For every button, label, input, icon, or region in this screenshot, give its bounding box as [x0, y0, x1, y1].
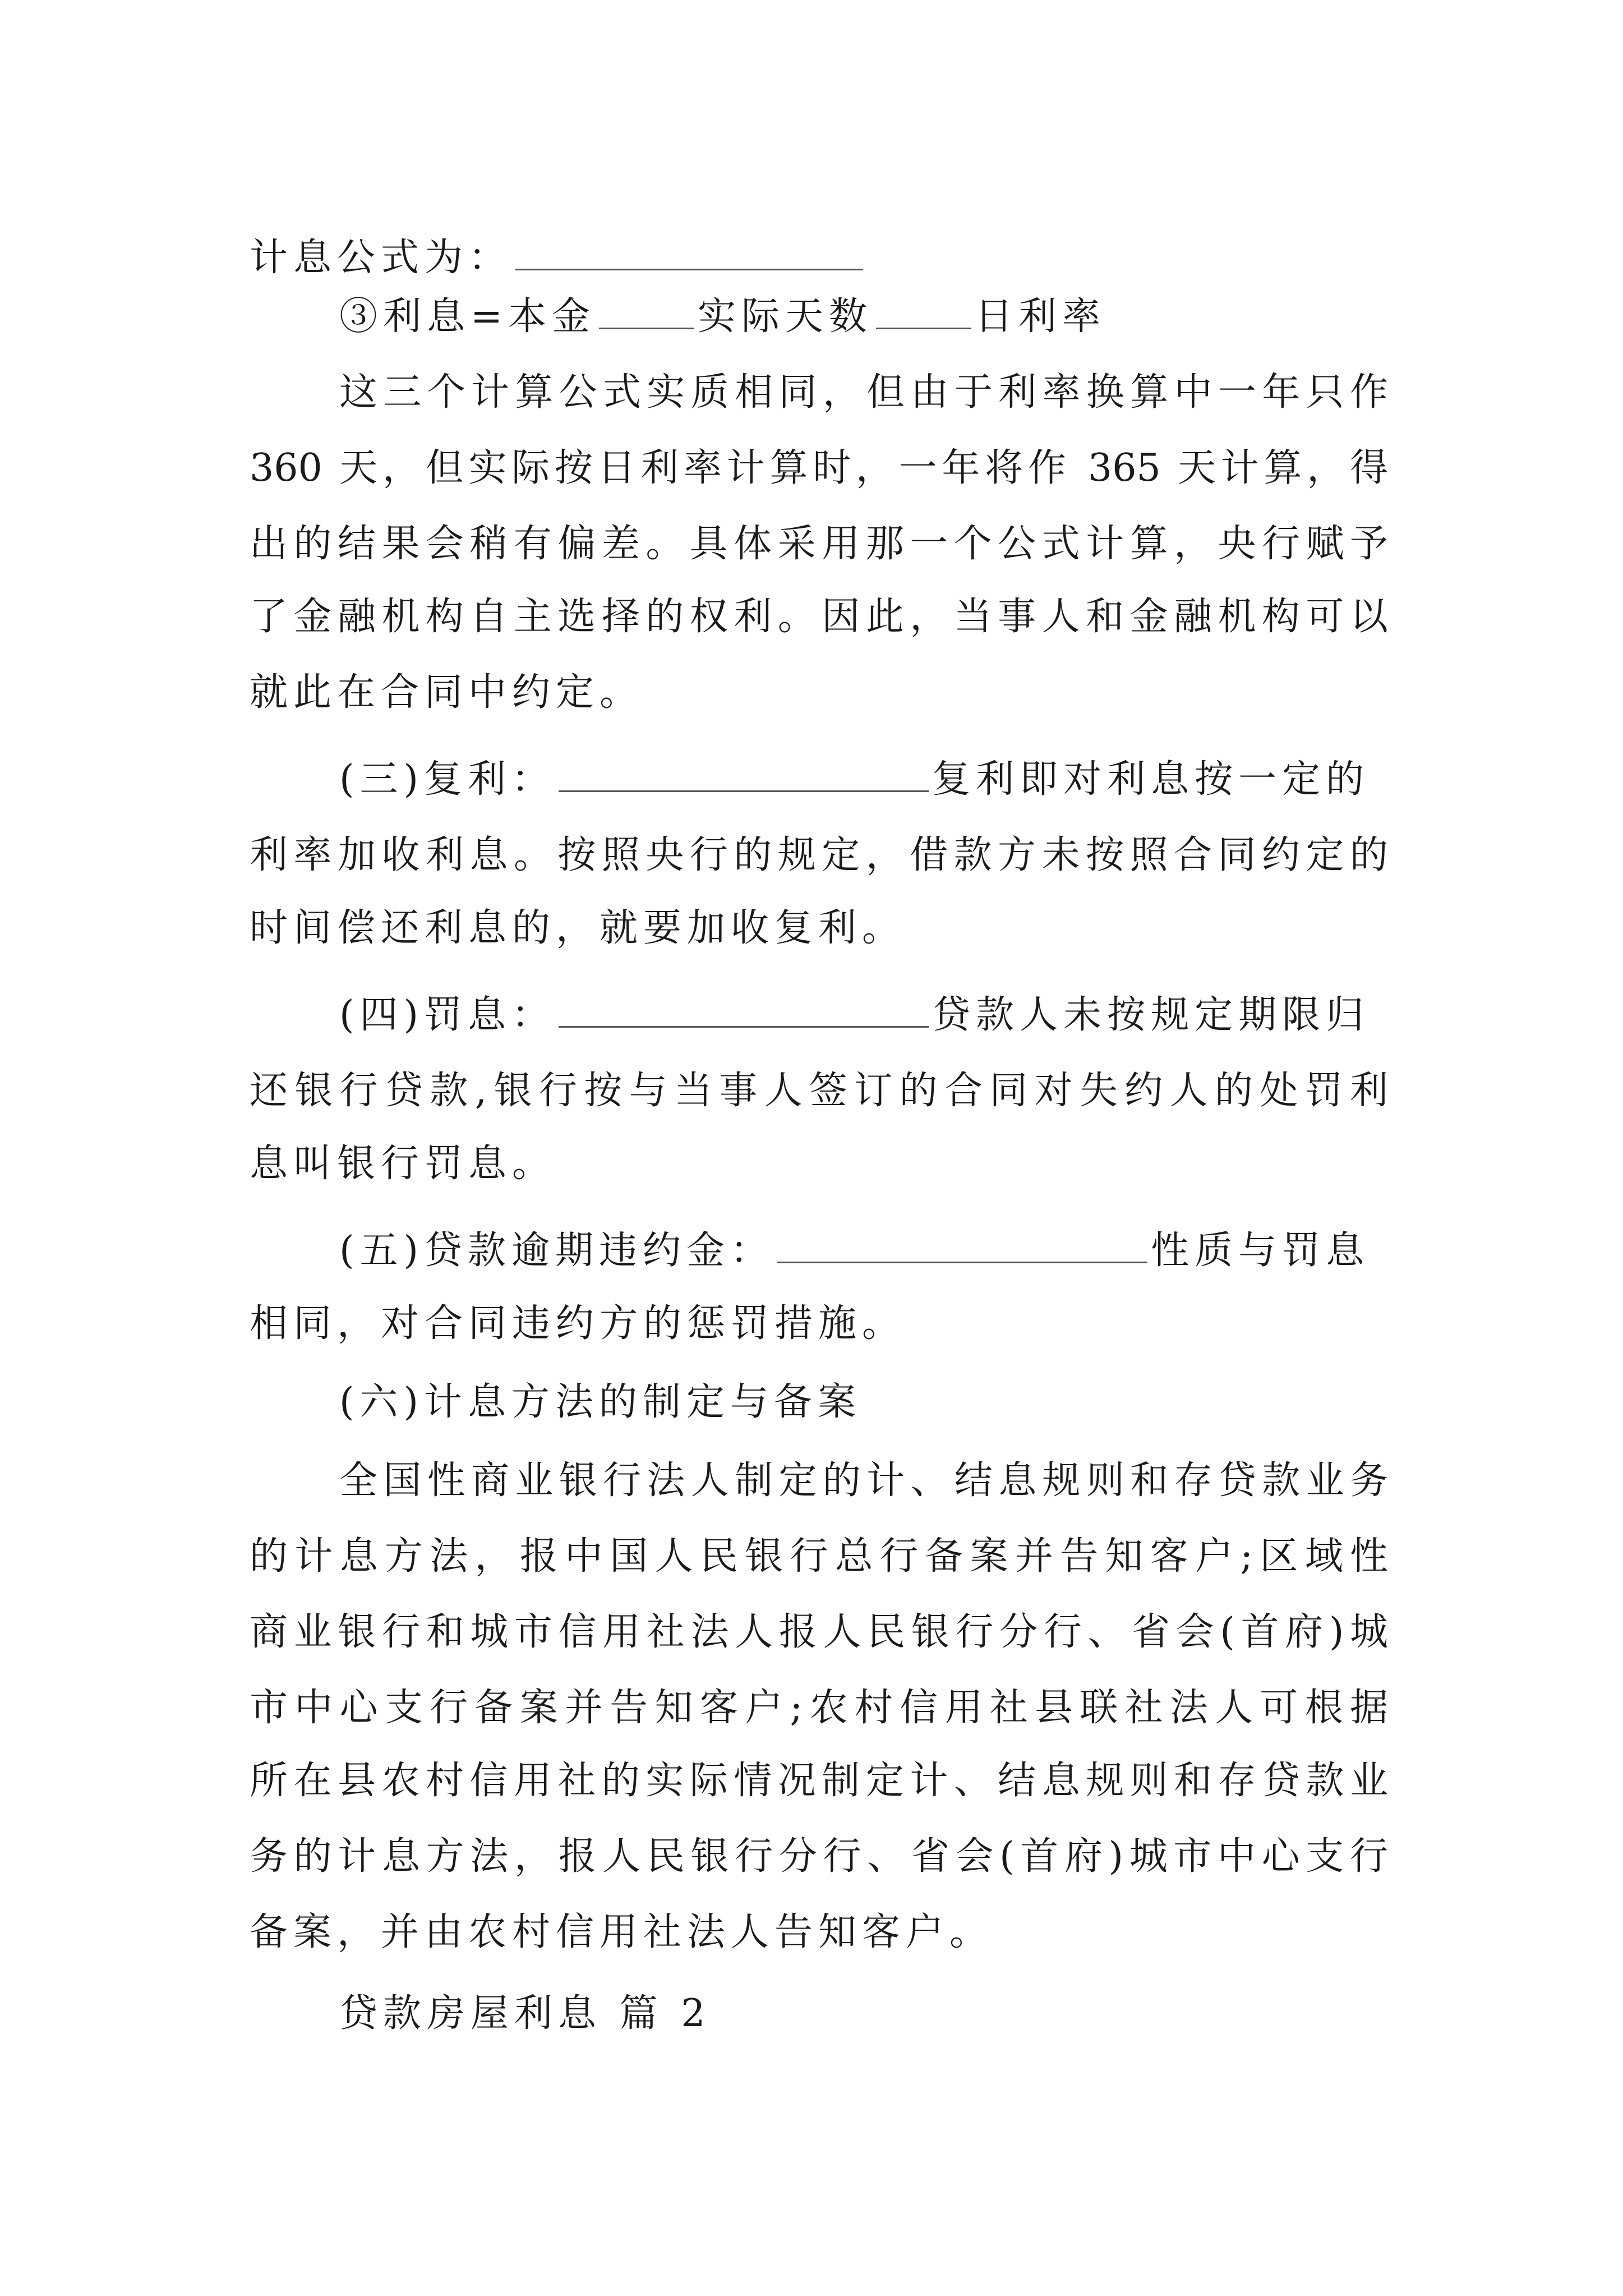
- overdue-penalty-line: [339, 1217, 1370, 1285]
- fill-blank: [777, 1228, 1147, 1263]
- paragraph-line: 全国性商业银行法人制定的计、结息规则和存贷款业务: [339, 1458, 1388, 1503]
- text-run: ③利息=本金: [339, 295, 596, 339]
- paragraph-line: 备案，并由农村信用社法人告知客户。: [250, 1910, 994, 1954]
- fill-blank: [515, 235, 863, 270]
- paragraph-line: 所在县农村信用社的实际情况制定计、结息规则和存贷款业: [250, 1759, 1388, 1803]
- paragraph-line: 还银行贷款,银行按与当事人签订的合同对失约人的处罚利: [250, 1069, 1388, 1113]
- text-run: 计息公式为：: [250, 236, 513, 280]
- paragraph-line: 出的结果会稍有偏差。具体采用那一个公式计算，央行赋予: [250, 522, 1388, 566]
- text-run: 复利即对利息按一定的: [932, 757, 1370, 802]
- formula-intro-line: [250, 224, 866, 292]
- section-heading: (六)计息方法的制定与备案: [339, 1380, 862, 1424]
- paragraph-line: 时间偿还利息的，就要加收复利。: [250, 906, 906, 950]
- text-run: 性质与罚息: [1151, 1228, 1370, 1273]
- paragraph-line: 息叫银行罚息。: [250, 1142, 556, 1186]
- text-run: 日利率: [975, 295, 1106, 339]
- section-title: 贷款房屋利息 篇 2: [339, 1991, 711, 2036]
- text-run: (五)贷款逾期违约金：: [339, 1228, 774, 1273]
- fill-blank: [876, 294, 971, 329]
- text-run: (三)复利：: [339, 757, 556, 802]
- formula-3-line: [339, 283, 1106, 351]
- paragraph-line: 利率加收利息。按照央行的规定，借款方未按照合同约定的: [250, 833, 1388, 877]
- paragraph-line: 商业银行和城市信用社法人报人民银行分行、省会(首府)城: [250, 1610, 1388, 1654]
- paragraph-line: 相同，对合同违约方的惩罚措施。: [250, 1301, 906, 1346]
- paragraph-line: 就此在合同中约定。: [250, 670, 644, 715]
- paragraph-line: 360 天，但实际按日利率计算时，一年将作 365 天计算，得: [250, 446, 1388, 490]
- paragraph-line: 市中心支行备案并告知客户;农村信用社县联社法人可根据: [250, 1686, 1388, 1730]
- penalty-interest-line: [339, 982, 1370, 1049]
- fill-blank: [559, 757, 929, 792]
- paragraph-line: 务的计息方法，报人民银行分行、省会(首府)城市中心支行: [250, 1834, 1388, 1879]
- fill-blank: [559, 992, 929, 1028]
- text-run: (四)罚息：: [339, 993, 556, 1037]
- paragraph-line: 的计息方法，报中国人民银行总行备案并告知客户;区域性: [250, 1534, 1388, 1579]
- text-run: 贷款人未按规定期限归: [932, 993, 1370, 1037]
- paragraph-line: 了金融机构自主选择的权利。因此，当事人和金融机构可以: [250, 595, 1388, 639]
- fill-blank: [599, 294, 694, 329]
- compound-interest-line: [339, 746, 1370, 813]
- text-run: 实际天数: [697, 295, 873, 339]
- paragraph-line: 这三个计算公式实质相同，但由于利率换算中一年只作: [339, 370, 1388, 415]
